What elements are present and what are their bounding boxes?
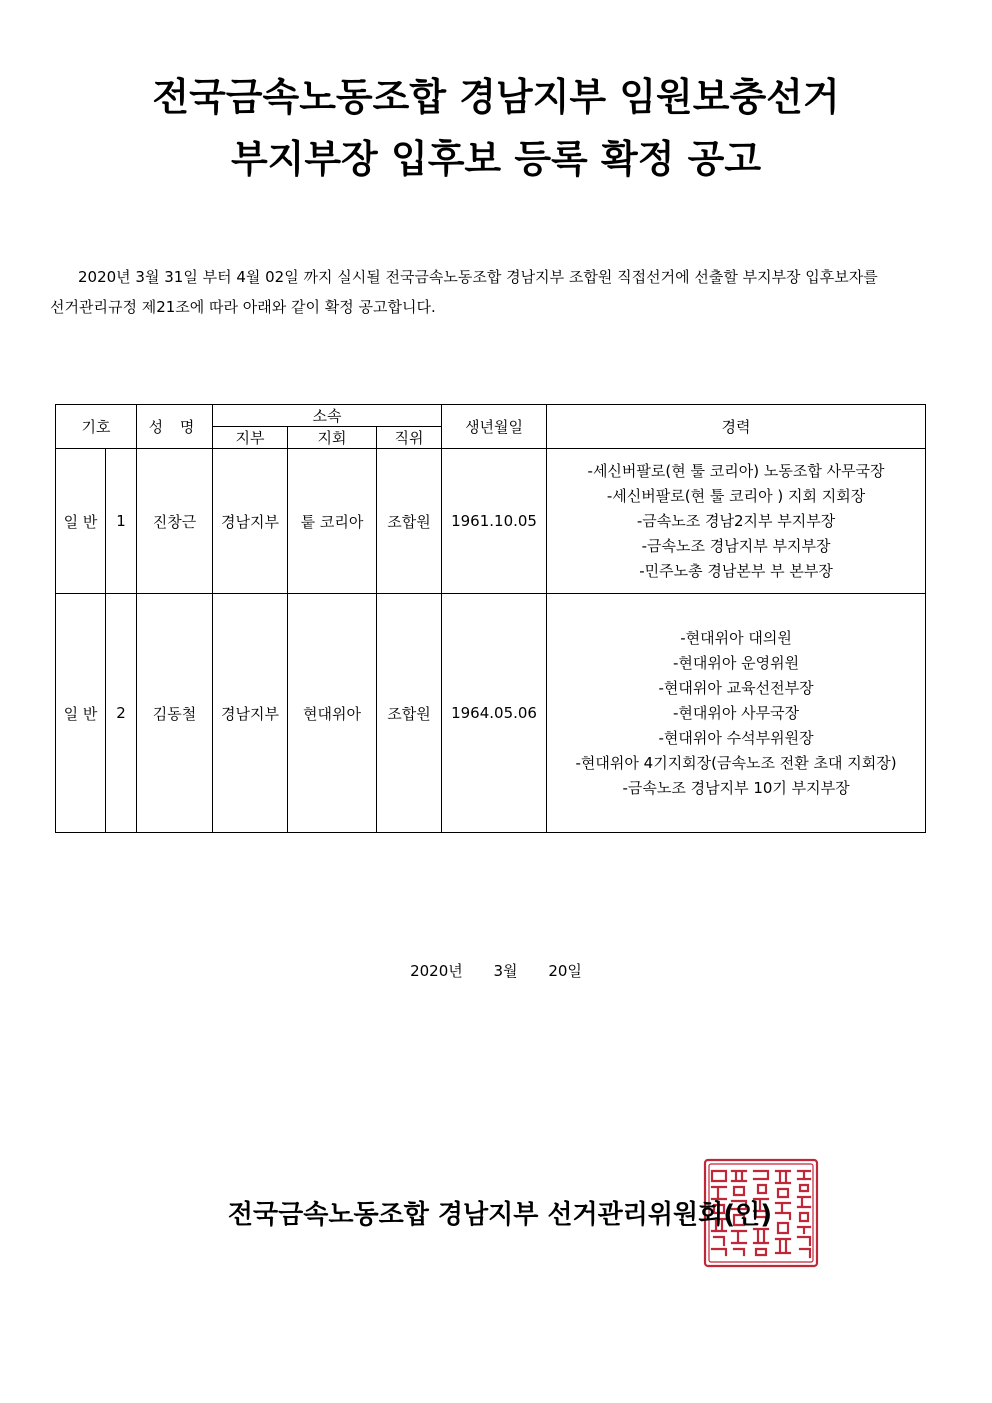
intro-line-2: 선거관리규정 제21조에 따라 아래와 같이 확정 공고합니다. — [50, 298, 436, 316]
date-day: 20일 — [548, 962, 582, 980]
candidate-birthdate: 1961.10.05 — [442, 449, 547, 594]
career-item: -금속노조 경남지부 10기 부지부장 — [622, 778, 850, 797]
candidate-position: 조합원 — [377, 594, 442, 833]
candidate-branch: 경남지부 — [213, 449, 288, 594]
career-item: -현대위아 사무국장 — [672, 703, 800, 722]
candidate-local: 퉅 코리아 — [288, 449, 377, 594]
candidate-career — [547, 449, 926, 594]
table-header-row-1 — [56, 405, 926, 427]
candidate-name: 진창근 — [137, 449, 213, 594]
career-item: -현대위아 교육선전부장 — [658, 678, 814, 697]
table-row — [56, 594, 926, 833]
title-line-1: 전국금속노동조합 경남지부 임원보충선거 — [152, 75, 840, 119]
intro-paragraph — [50, 262, 945, 322]
header-local: 지회 — [288, 427, 377, 449]
candidate-category: 일 반 — [56, 594, 106, 833]
header-position: 직위 — [377, 427, 442, 449]
candidate-local: 현대위아 — [288, 594, 377, 833]
title-line-2: 부지부장 입후보 등록 확정 공고 — [230, 137, 762, 181]
table-row — [56, 449, 926, 594]
career-item: -세신버팔로(현 툴 코리아) 노동조합 사무국장 — [587, 461, 885, 480]
career-item: -현대위아 수석부위원장 — [658, 728, 814, 747]
candidate-number: 2 — [106, 594, 137, 833]
candidate-number: 1 — [106, 449, 137, 594]
header-career: 경력 — [547, 405, 926, 449]
candidate-birthdate: 1964.05.06 — [442, 594, 547, 833]
career-item: -금속노조 경남지부 부지부장 — [641, 536, 831, 555]
candidate-career — [547, 594, 926, 833]
header-branch: 지부 — [213, 427, 288, 449]
candidate-name: 김동철 — [137, 594, 213, 833]
date-month: 3월 — [493, 962, 518, 980]
career-item: -세신버팔로(현 툴 코리아 ) 지회 지회장 — [606, 486, 866, 505]
header-affiliation: 소속 — [213, 405, 442, 427]
issuing-committee: 전국금속노동조합 경남지부 선거관리위원회(인) — [227, 1200, 773, 1230]
header-birthdate: 생년월일 — [442, 405, 547, 449]
header-name: 성 명 — [137, 405, 213, 449]
announcement-date — [0, 960, 992, 981]
career-item: -현대위아 대의원 — [680, 628, 792, 647]
document-title — [0, 66, 992, 190]
career-item: -현대위아 운영위원 — [672, 653, 800, 672]
intro-line-1: 2020년 3월 31일 부터 4월 02일 까지 실시될 전국금속노동조합 경남지부 조합원 직접선거에 선출할 부지부장 입후보자를 — [78, 268, 878, 286]
date-year: 2020년 — [410, 962, 463, 980]
header-code: 기호 — [56, 405, 137, 449]
candidate-table — [55, 404, 926, 833]
career-item: -현대위아 4기지회장(금속노조 전환 초대 지회장) — [575, 753, 897, 772]
candidate-branch: 경남지부 — [213, 594, 288, 833]
candidate-category: 일 반 — [56, 449, 106, 594]
candidate-position: 조합원 — [377, 449, 442, 594]
career-item: -금속노조 경남2지부 부지부장 — [636, 511, 836, 530]
career-item: -민주노총 경남본부 부 본부장 — [639, 561, 833, 580]
